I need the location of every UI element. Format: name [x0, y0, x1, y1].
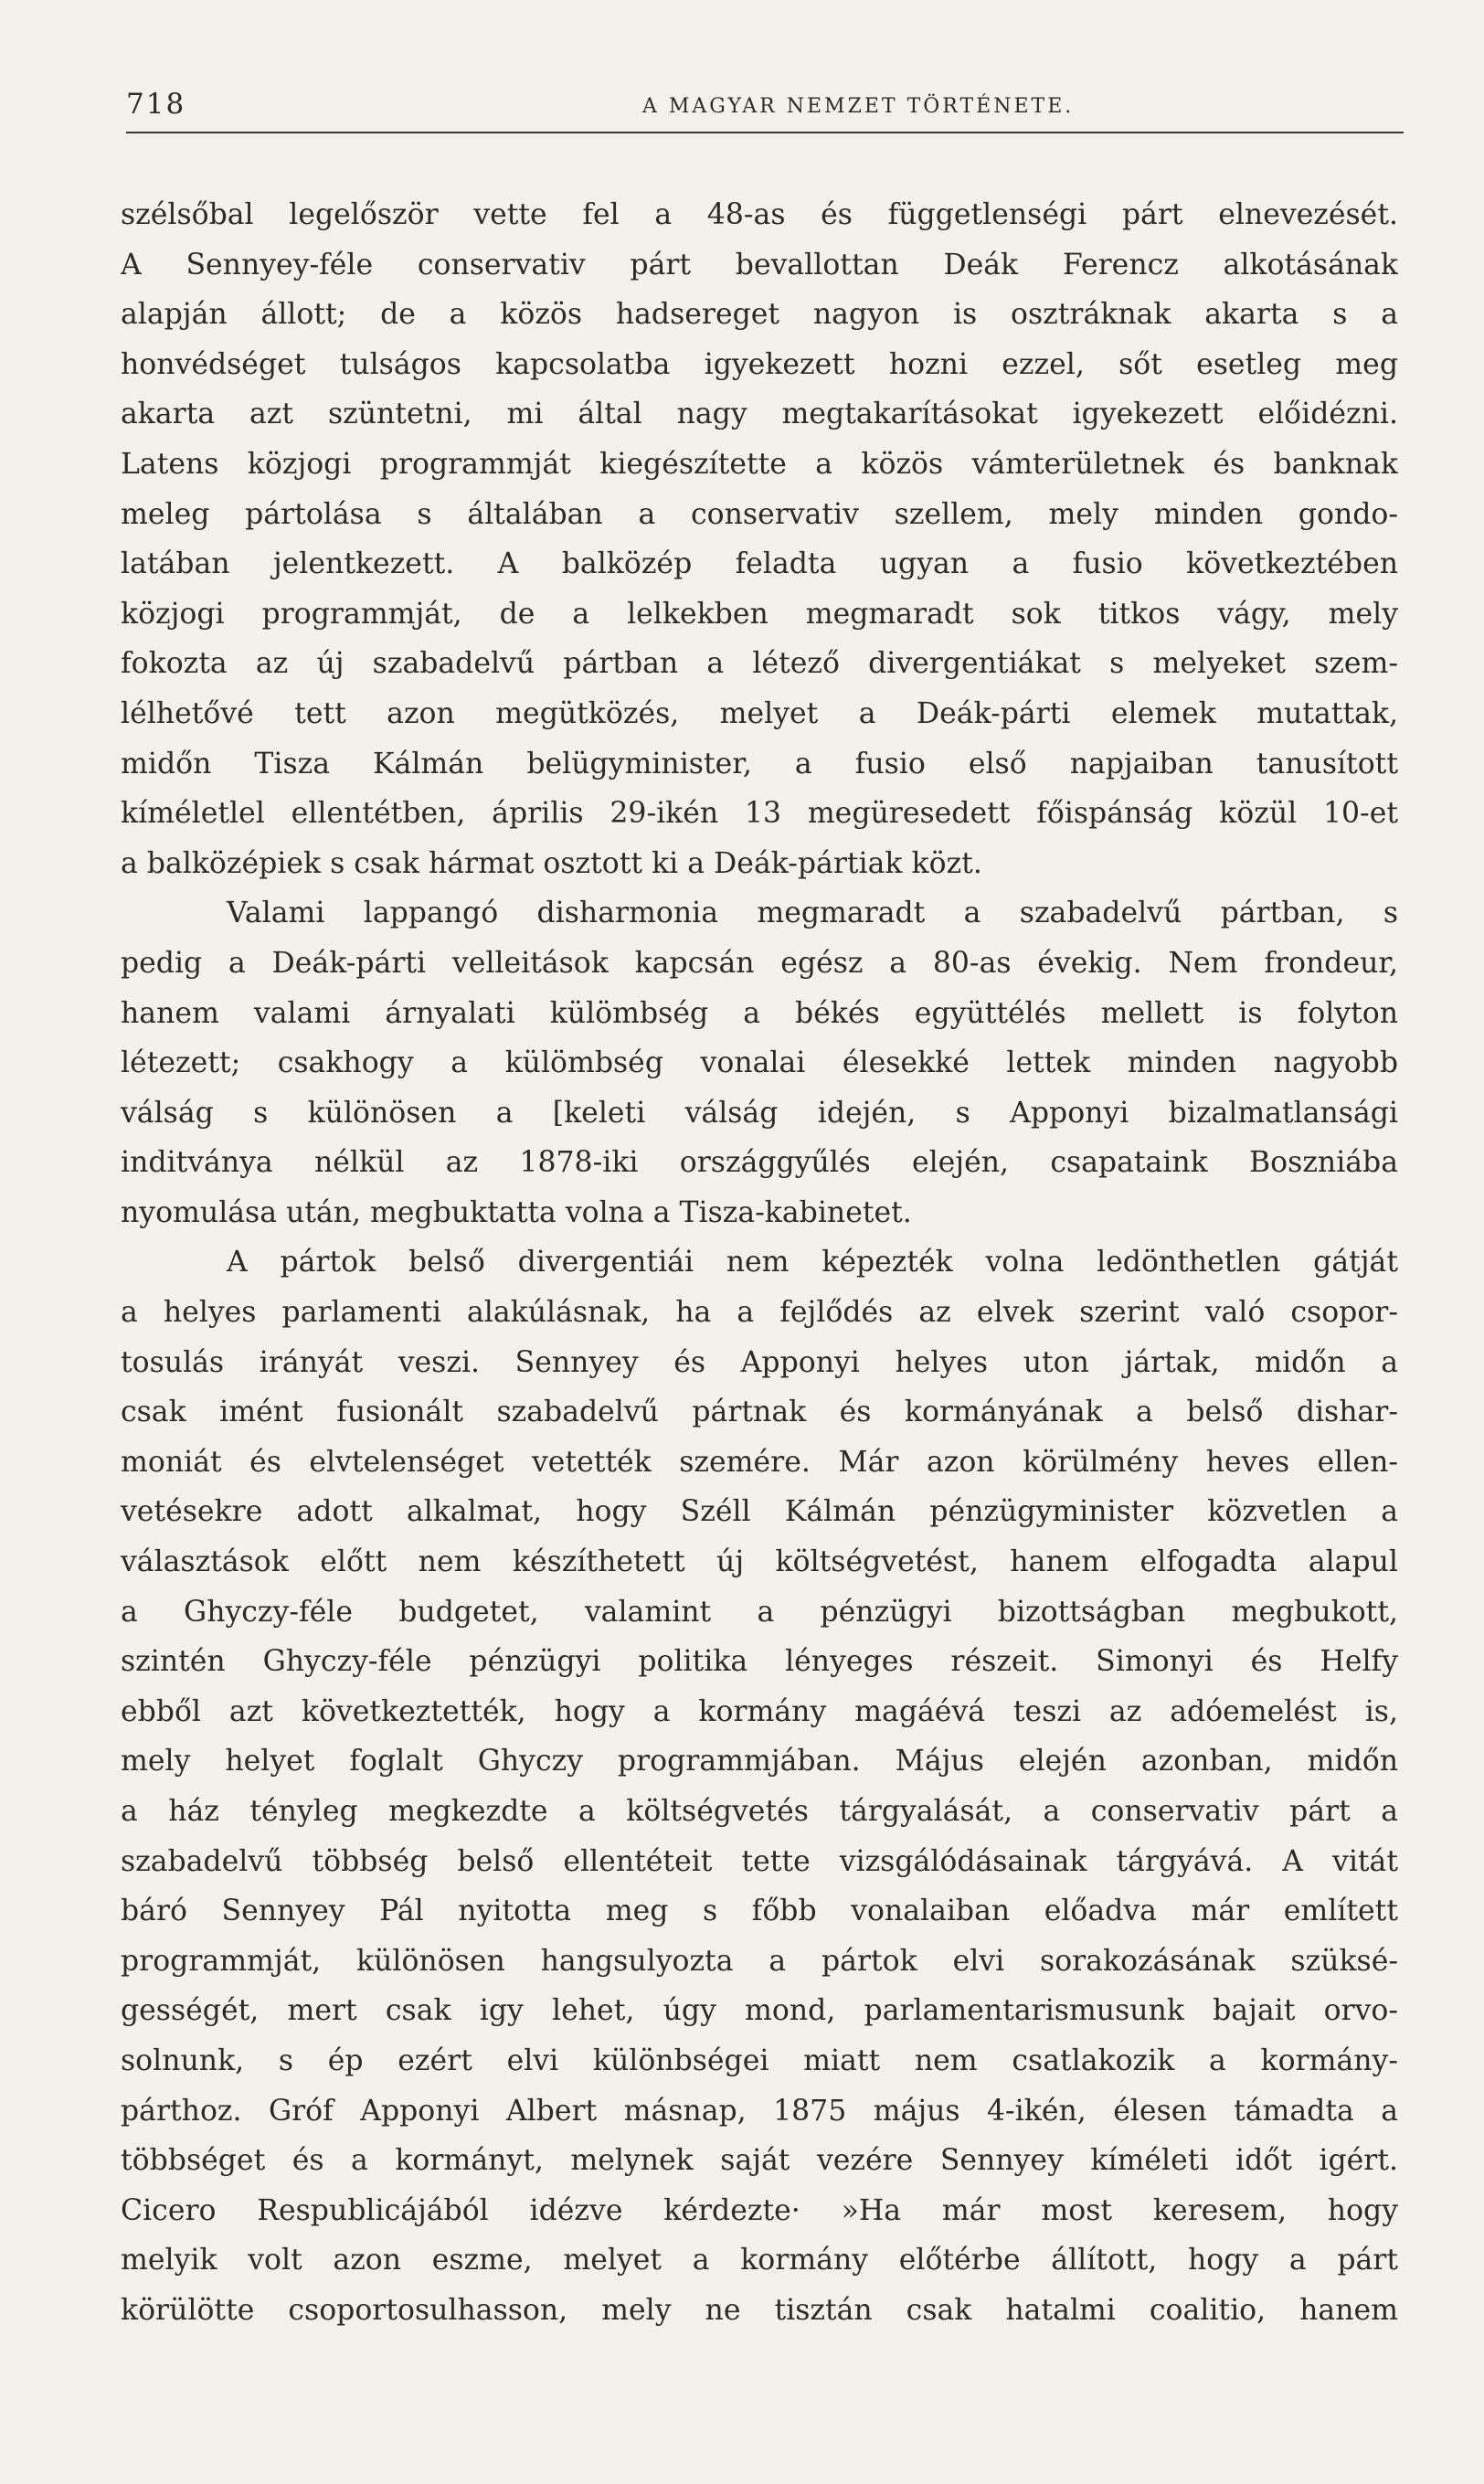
text-line: a Ghyczy-féle budgetet, valamint a pénzügyi bizottságban megbukott, [121, 1595, 1398, 1629]
text-line: melyik volt azon eszme, melyet a kormány előtérbe állított, hogy a párt [121, 2244, 1398, 2277]
running-head: A MAGYAR NEMZET TÖRTÉNETE. [642, 95, 1075, 118]
text-line: válság s különösen a [keleti válság idején, s Apponyi bizalmatlansági [121, 1096, 1398, 1130]
text-line: meleg pártolása s általában a conservativ szellem, mely minden gondo- [121, 497, 1398, 531]
text-line: A pártok belső divergentiái nem képezték volna ledönthetlen gátját [227, 1246, 1398, 1279]
text-line: párthoz. Gróf Apponyi Albert másnap, 1875 május 4-ikén, élesen támadta a [121, 2094, 1398, 2128]
text-line: hanem valami árnyalati külömbség a békés együttélés mellett is folyton [121, 996, 1398, 1030]
text-line: vetésekre adott alkalmat, hogy Széll Kálmán pénzügyminister közvetlen a [121, 1495, 1398, 1529]
text-line: solnunk, s ép ezért elvi különbségei miatt nem csatlakozik a kormány- [121, 2043, 1398, 2077]
text-line: latában jelentkezett. A balközép feladta ugyan a fusio következtében [121, 547, 1398, 581]
text-line: báró Sennyey Pál nyitotta meg s főbb vonalaiban előadva már említett [121, 1895, 1398, 1928]
text-line: kíméletlel ellentétben, április 29-ikén 13 megüresedett főispánság közül 10-et [121, 797, 1398, 831]
text-line: ebből azt következtették, hogy a kormány magáévá teszi az adóemelést is, [121, 1694, 1398, 1728]
text-line: alapján állott; de a közös hadsereget nagyon is osztráknak akarta s a [121, 298, 1398, 332]
text-line: fokozta az új szabadelvű pártban a létező divergentiákat s melyeket szem- [121, 647, 1398, 681]
text-line: szintén Ghyczy-féle pénzügyi politika lényeges részeit. Simonyi és Helfy [121, 1645, 1398, 1679]
text-line: Valami lappangó disharmonia megmaradt a szabadelvű pártban, s [227, 897, 1398, 930]
text-line: a ház tényleg megkezdte a költségvetés tárgyalását, a conservativ párt a [121, 1795, 1398, 1828]
text-line: lélhetővé tett azon megütközés, melyet a Deák-párti elemek mutattak, [121, 696, 1398, 730]
text-line: programmját, különösen hangsulyozta a pártok elvi sorakozásának szüksé- [121, 1944, 1398, 1978]
text-line: szélsőbal legelőször vette fel a 48-as és függetlenségi párt elnevezését. [121, 198, 1398, 231]
page-number: 718 [126, 88, 186, 121]
text-line: csak imént fusionált szabadelvű pártnak és kormányának a belső dishar- [121, 1396, 1398, 1429]
text-line: inditványa nélkül az 1878-iki országgyűlés elején, csapataink Boszniába [121, 1146, 1398, 1180]
text-line: A Sennyey-féle conservativ párt bevallottan Deák Ferencz alkotásának [121, 248, 1398, 281]
text-line: akarta azt szüntetni, mi által nagy megtakarításokat igyekezett előidézni. [121, 398, 1398, 431]
text-line: honvédséget tulságos kapcsolatba igyekezett hozni ezzel, sőt esetleg meg [121, 347, 1398, 381]
text-line: midőn Tisza Kálmán belügyminister, a fusio első napjaiban tanusított [121, 747, 1398, 780]
text-line: a helyes parlamenti alakúlásnak, ha a fejlődés az elvek szerint való csopor- [121, 1296, 1398, 1330]
text-line: Latens közjogi programmját kiegészítette a közös vámterületnek és banknak [121, 447, 1398, 481]
text-line: moniát és elvtelenséget vetették szemére. Már azon körülmény heves ellen- [121, 1445, 1398, 1479]
text-line: többséget és a kormányt, melynek saját vezére Sennyey kíméleti időt igért. [121, 2144, 1398, 2178]
text-line: választások előtt nem készíthetett új költségvetést, hanem elfogadta alapul [121, 1545, 1398, 1579]
text-line: szabadelvű többség belső ellentéteit tette vizsgálódásainak tárgyává. A vitát [121, 1844, 1398, 1878]
text-line: létezett; csakhogy a külömbség vonalai élesekké lettek minden nagyobb [121, 1046, 1398, 1080]
text-line: közjogi programmját, de a lelkekben megmaradt sok titkos vágy, mely [121, 597, 1398, 631]
text-line: gességét, mert csak igy lehet, úgy mond, parlamentarismusunk bajait orvo- [121, 1994, 1398, 2028]
text-line: körülötte csoportosulhasson, mely ne tisztán csak hatalmi coalitio, hanem [121, 2293, 1398, 2327]
text-line: tosulás irányát veszi. Sennyey és Apponyi helyes uton jártak, midőn a [121, 1345, 1398, 1379]
text-line: a balközépiek s csak hármat osztott ki a Deák-pártiak közt. [121, 846, 982, 880]
page-header [126, 88, 1405, 132]
text-line: Cicero Respublicájából idézve kérdezte· »Ha már most keresem, hogy [121, 2193, 1398, 2227]
text-line: mely helyet foglalt Ghyczy programmjában. Május elején azonban, midőn [121, 1745, 1398, 1778]
text-line: pedig a Deák-párti velleitások kapcsán egész a 80-as évekig. Nem frondeur, [121, 946, 1398, 980]
text-line: nyomulása után, megbuktatta volna a Tisza-kabinetet. [121, 1195, 912, 1229]
body-text [121, 190, 1398, 2336]
header-rule [126, 132, 1404, 133]
